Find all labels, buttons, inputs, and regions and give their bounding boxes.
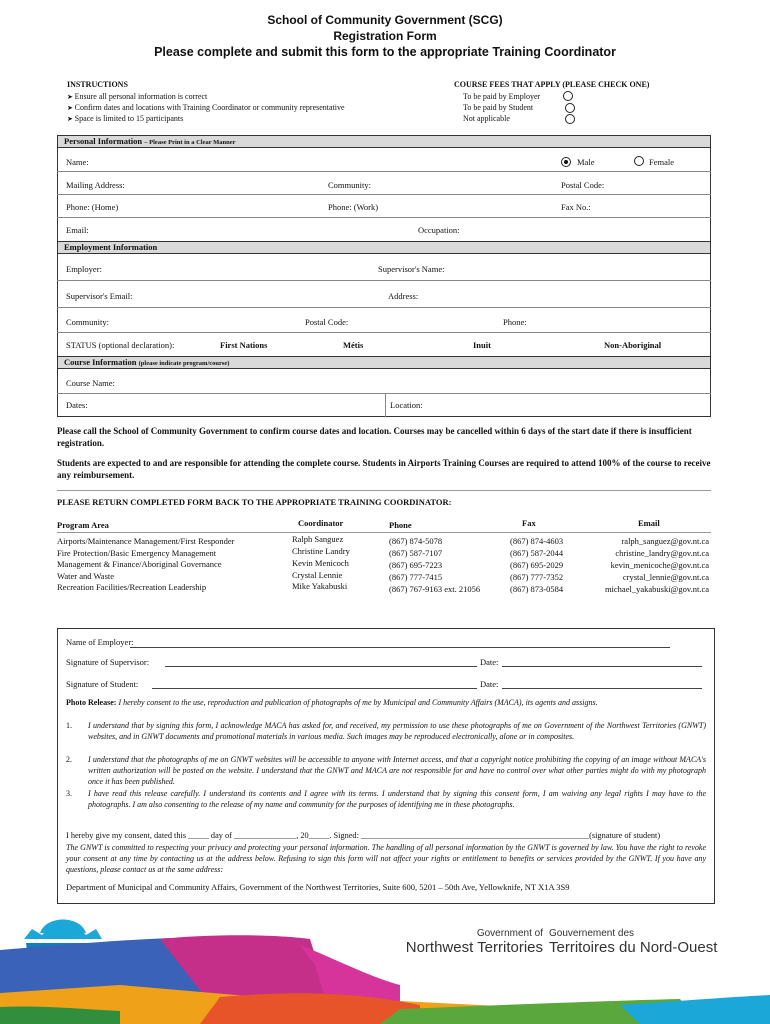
status-label: STATUS (optional declaration): (66, 340, 175, 350)
fee-employer-radio[interactable] (563, 91, 573, 101)
email-header: Email (638, 518, 660, 528)
coordinator-cell: Kevin Menicoch (292, 558, 349, 568)
email-cell[interactable]: michael_yakabuski@gov.nt.ca (604, 584, 709, 594)
consent-line[interactable]: I hereby give my consent, dated this _____ day of _______________, 20_____. Signed: _______________________________________________________(signature of student) (66, 831, 661, 840)
phone-cell: (867) 695-7223 (389, 560, 443, 570)
program-cell: Management & Finance/Aboriginal Governance (57, 559, 222, 569)
phone-cell: (867) 777-7415 (389, 572, 443, 582)
photo-release-item-text: I understand that the photographs of me on GNWT websites will be accessible to anyone with Internet access, and that a copyright notice prohibiting the copying of an image without MACA's written authorization will be posted on the website. I understand that the GNWT and MACA are not responsible for and have no control over what other parties might do with my photograph once it has been published. (88, 755, 706, 786)
supervisor-name-label: Supervisor's Name: (378, 264, 445, 274)
gov-fr-line2: Territoires du Nord-Ouest (549, 939, 718, 956)
employer-name-line[interactable] (130, 647, 670, 648)
email-cell[interactable]: crystal_lennie@gov.nt.ca (622, 572, 709, 582)
email-cell[interactable]: ralph_sanguez@gov.nt.ca (621, 536, 709, 546)
divider (57, 307, 711, 308)
program-cell: Water and Waste (57, 571, 115, 581)
course-info-subtitle: (please indicate program/course) (138, 360, 230, 367)
divider (57, 393, 711, 394)
program-cell: Fire Protection/Basic Emergency Management (57, 548, 217, 558)
male-radio[interactable] (561, 157, 571, 167)
divider (385, 393, 386, 417)
gov-fr-line1: Gouvernement des (549, 928, 635, 939)
employment-phone-label: Phone: (503, 317, 527, 327)
phone-cell: (867) 587-7107 (389, 548, 443, 558)
divider (57, 532, 711, 533)
department-address: Department of Municipal and Community Affairs, Government of the Northwest Territories, Suite 600, 5201 – 50th Ave, Yellowknife, NT X1A 3S9 (66, 882, 570, 892)
attendance-notice: Students are expected to and are responsible for attending the complete course. Students in Airports Training Courses are required to attend 100% of the course to receive any reimbursement. (57, 458, 711, 480)
photo-release-intro (66, 697, 706, 708)
status-non-aboriginal[interactable]: Non-Aboriginal (604, 340, 662, 350)
instructions-title: INSTRUCTIONS (67, 80, 128, 89)
coordinator-header: Coordinator (298, 518, 344, 528)
divider (57, 332, 711, 333)
personal-info-title: Personal Information (64, 136, 143, 146)
program-cell: Airports/Maintenance Management/First Responder (57, 536, 235, 546)
personal-info-header (57, 135, 711, 148)
course-info-title: Course Information (64, 357, 137, 367)
fee-student-radio[interactable] (565, 103, 575, 113)
fees-title: COURSE FEES THAT APPLY (PLEASE CHECK ONE) (454, 80, 650, 89)
personal-info-subtitle: – Please Print in a Clear Manner (144, 139, 236, 146)
fee-option-label: To be paid by Student (463, 103, 534, 112)
supervisor-signature-line[interactable] (165, 666, 477, 667)
fax-label: Fax No.: (561, 202, 591, 212)
employment-info-title: Employment Information (64, 242, 158, 252)
mailing-address-label: Mailing Address: (66, 180, 125, 190)
photo-release-item: 3. I have read this release carefully. I understand its contents and I agree with its terms. I understand that by signing this consent form, I am waiving any legal rights I may have to the photographs. I am also consenting to the release of my name and community for the purposes of identifying me in these photographs. (66, 789, 706, 809)
location-label: Location: (390, 400, 423, 410)
confirm-notice: Please call the School of Community Government to confirm course dates and location. Courses may be cancelled within 6 days of the start date if there is insufficient registration. (57, 426, 692, 448)
form-subtitle: Registration Form (333, 29, 437, 43)
name-label: Name: (66, 157, 89, 167)
supervisor-date-line[interactable] (502, 666, 702, 667)
student-signature-label: Signature of Student: (66, 679, 139, 689)
photo-release-label: Photo Release: (66, 698, 117, 707)
instruction-item: ➤ Ensure all personal information is correct (67, 91, 207, 103)
phone-cell: (867) 874-5078 (389, 536, 443, 546)
coordinator-cell: Mike Yakabuski (292, 581, 348, 591)
employer-name-label: Name of Employer: (66, 637, 134, 647)
coordinator-cell: Ralph Sanguez (292, 534, 344, 544)
fee-option-label: Not applicable (463, 114, 510, 123)
male-label: Male (577, 157, 595, 167)
address-label: Address: (388, 291, 419, 301)
photo-release-item-text: I understand that by signing this form, I acknowledge MACA has asked for, and received, my permission to use these photographs of me on Government of the Northwest Territories (GNWT) websites, and in GNWT documents and promotional materials in various media. Such images may be reproduced electronically, alone or in composites. (88, 721, 706, 741)
email-label: Email: (66, 225, 89, 235)
course-name-label: Course Name: (66, 378, 115, 388)
phone-work-label: Phone: (Work) (328, 202, 379, 212)
photo-release-item: 1. I understand that by signing this form, I acknowledge MACA has asked for, and received, my permission to use these photographs of me on Government of the Northwest Territories (GNWT) websites, and in GNWT documents and promotional materials in various media. Such images may be reproduced electronically, alone or in composites. (66, 721, 706, 741)
community-label: Community: (328, 180, 371, 190)
program-area-header: Program Area (57, 520, 109, 530)
dates-label: Dates: (66, 400, 88, 410)
postal-code-label: Postal Code: (561, 180, 605, 190)
phone-home-label: Phone: (Home) (66, 202, 119, 212)
status-metis[interactable]: Métis (343, 340, 364, 350)
female-radio[interactable] (634, 156, 644, 166)
program-cell: Recreation Facilities/Recreation Leadership (57, 582, 207, 592)
fax-cell: (867) 874-4603 (510, 536, 564, 546)
divider (57, 194, 711, 195)
divider (57, 171, 711, 172)
phone-cell: (867) 767-9163 ext. 21056 (389, 584, 481, 594)
employment-community-label: Community: (66, 317, 109, 327)
occupation-label: Occupation: (418, 225, 460, 235)
fax-cell: (867) 873-0584 (510, 584, 564, 594)
return-notice: PLEASE RETURN COMPLETED FORM BACK TO THE APPROPRIATE TRAINING COORDINATOR: (57, 497, 452, 507)
photo-release-item: 2. I understand that the photographs of me on GNWT websites will be accessible to anyone with Internet access, and that a copyright notice prohibiting the copying of an image without MACA's written authorization will be posted on the website. I understand that the GNWT and MACA are not responsible for and have no control over what other parties might do with my photograph once it has been published. (66, 755, 706, 786)
form-title: School of Community Government (SCG) (267, 13, 503, 27)
divider (57, 280, 711, 281)
female-label: Female (649, 157, 675, 167)
divider (57, 490, 711, 491)
instruction-item: ➤ Confirm dates and locations with Training Coordinator or community representative (67, 102, 345, 114)
employment-info-header (57, 241, 711, 254)
course-info-header (57, 356, 711, 369)
divider (57, 217, 711, 218)
gov-en-line1: Government of (476, 928, 543, 939)
phone-header: Phone (389, 520, 412, 530)
instruction-item: ➤ Space is limited to 15 participants (67, 113, 183, 125)
photo-release-text: I hereby consent to the use, reproduction and publication of photographs of me by Municipal and Community Affairs (MACA), its agents and assigns. (116, 698, 598, 707)
coordinator-cell: Crystal Lennie (292, 570, 343, 580)
registration-form-box (57, 135, 711, 417)
email-cell[interactable]: kevin_menicoche@gov.nt.ca (610, 560, 709, 570)
photo-release-item-text: I have read this release carefully. I understand its contents and I agree with its terms. I understand that by signing this consent form, I am waiving any legal rights I may have to the photographs. I am also consenting to the release of my name and community for the purposes of identifying me in these photographs. (88, 789, 706, 809)
supervisor-date-label: Date: (480, 657, 499, 667)
student-date-line[interactable] (502, 688, 702, 689)
form-instruction-heading: Please complete and submit this form to the appropriate Training Coordinator (154, 45, 616, 59)
employment-postal-code-label: Postal Code: (305, 317, 349, 327)
student-date-label: Date: (480, 679, 499, 689)
supervisor-signature-label: Signature of Supervisor: (66, 657, 150, 667)
student-signature-line[interactable] (152, 688, 477, 689)
status-inuit[interactable]: Inuit (473, 340, 491, 350)
fax-cell: (867) 587-2044 (510, 548, 564, 558)
employer-label: Employer: (66, 264, 102, 274)
footer-banner (0, 905, 770, 1024)
email-cell[interactable]: christine_landry@gov.nt.ca (615, 548, 709, 558)
coordinator-cell: Christine Landry (292, 546, 350, 556)
fee-not-applicable-radio[interactable] (565, 114, 575, 124)
fax-cell: (867) 777-7352 (510, 572, 564, 582)
fee-option-label: To be paid by Employer (463, 92, 541, 101)
status-first-nations[interactable]: First Nations (220, 340, 268, 350)
fax-header: Fax (522, 518, 536, 528)
supervisor-email-label: Supervisor's Email: (66, 291, 133, 301)
gov-en-line2: Northwest Territories (405, 939, 543, 956)
fax-cell: (867) 695-2029 (510, 560, 564, 570)
privacy-statement: The GNWT is committed to respecting your privacy and protecting your personal information. The handling of all personal information by the GNWT is governed by law. You have the right to revoke your consent at any time by contacting us at the address below. Refusing to sign this form will not affect your rights or entitlement to benefits or services provided by the GNWT. If you have any questions, please contact us at the same address: (66, 843, 706, 874)
